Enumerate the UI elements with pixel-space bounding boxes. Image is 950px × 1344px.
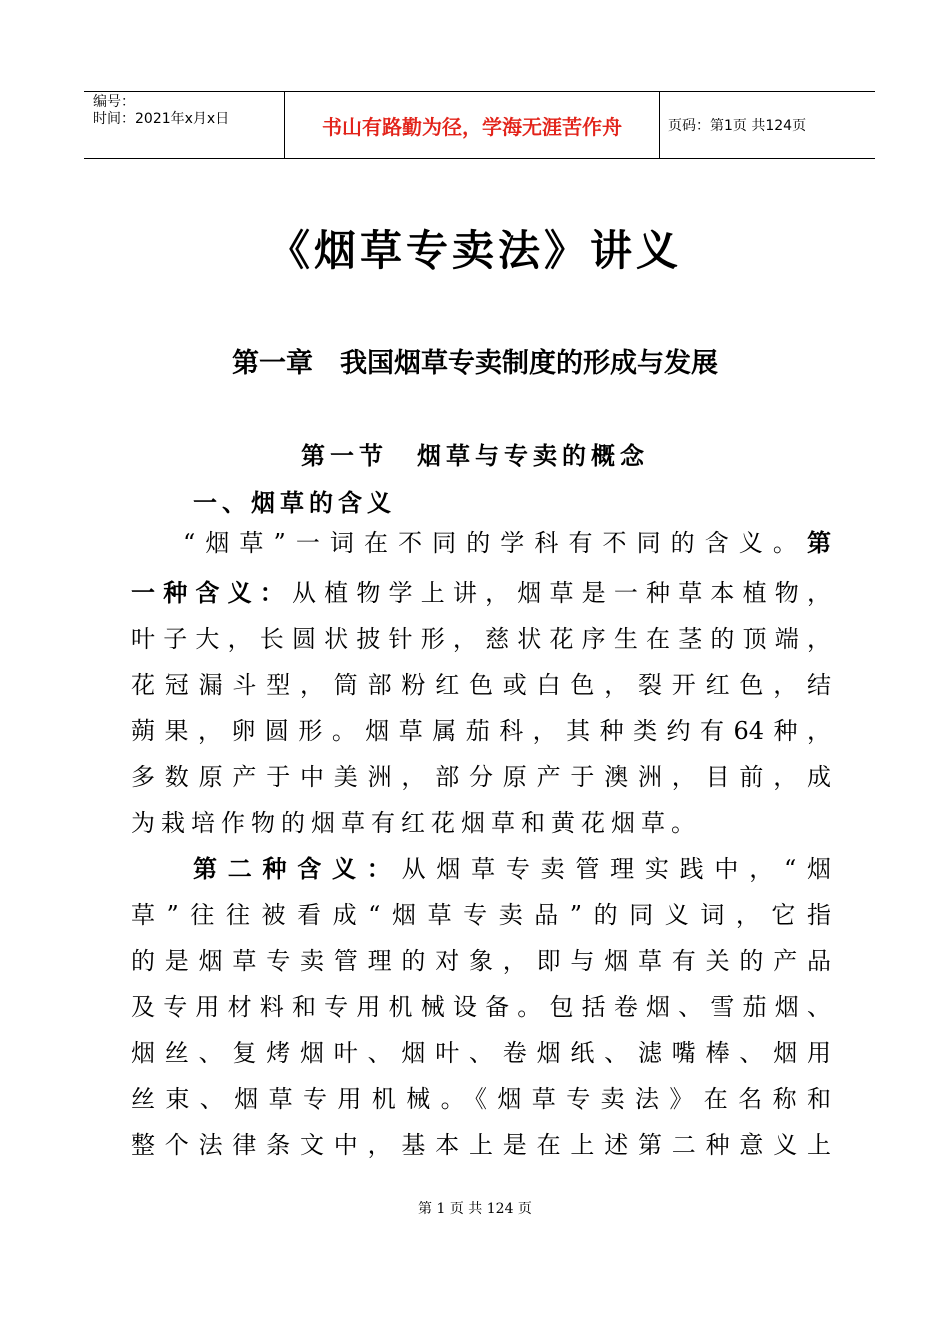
page-footer: 第 1 页 共 124 页 <box>418 1201 532 1217</box>
paragraph-line: 及专用材料和专用机械设备。包括卷烟、雪茄烟、 <box>131 993 831 1021</box>
paragraph-line <box>193 846 831 892</box>
number-label: 编号： <box>93 94 135 110</box>
time-label: 时间：2021年x月x日 <box>93 111 230 127</box>
paragraph-line: 整个法律条文中，基本上是在上述第二种意义上 <box>131 1131 831 1159</box>
text-span: “烟草”一词在不同的学科有不同的含义。 <box>183 529 807 557</box>
document-header <box>84 91 875 159</box>
text-span: 从植物学上讲，烟草是一种草本植物， <box>291 579 831 607</box>
paragraph-line: 蒴果，卵圆形。烟草属茄科，其种类约有64种， <box>131 717 831 745</box>
paragraph-line: 的是烟草专卖管理的对象，即与烟草有关的产品 <box>131 947 831 975</box>
section-heading: 第一节 烟草与专卖的概念 <box>301 441 649 470</box>
paragraph-line <box>183 520 831 566</box>
header-page-info: 页码：第1页 共124页 <box>668 118 807 134</box>
header-motto: 书山有路勤为径，学海无涯苦作舟 <box>285 92 660 158</box>
paragraph-line: 为栽培作物的烟草有红花烟草和黄花烟草。 <box>131 809 701 837</box>
bold-span: 第二种含义： <box>193 854 402 883</box>
text-span: 从烟草专卖管理实践中，“烟 <box>401 855 831 883</box>
paragraph-line: 烟丝、复烤烟叶、烟叶、卷烟纸、滤嘴棒、烟用 <box>131 1039 831 1067</box>
paragraph-line: 草”往往被看成“烟草专卖品”的同义词，它指 <box>131 901 831 929</box>
paragraph-line: 多数原产于中美洲，部分原产于澳洲，目前，成 <box>131 763 831 791</box>
chapter-heading: 第一章 我国烟草专卖制度的形成与发展 <box>232 348 718 379</box>
bold-span: 一种含义： <box>131 578 292 607</box>
subheading: 一、烟草的含义 <box>193 489 396 517</box>
header-meta <box>84 92 285 158</box>
document-title: 《烟草专卖法》讲义 <box>267 226 682 275</box>
paragraph-line: 花冠漏斗型，筒部粉红色或白色，裂开红色，结 <box>131 671 831 699</box>
paragraph-line: 丝束、烟草专用机械。《烟草专卖法》在名称和 <box>131 1085 831 1113</box>
paragraph-line <box>131 570 831 616</box>
bold-span: 第 <box>807 528 831 557</box>
paragraph-line: 叶子大，长圆状披针形，慈状花序生在茎的顶端， <box>131 625 831 653</box>
